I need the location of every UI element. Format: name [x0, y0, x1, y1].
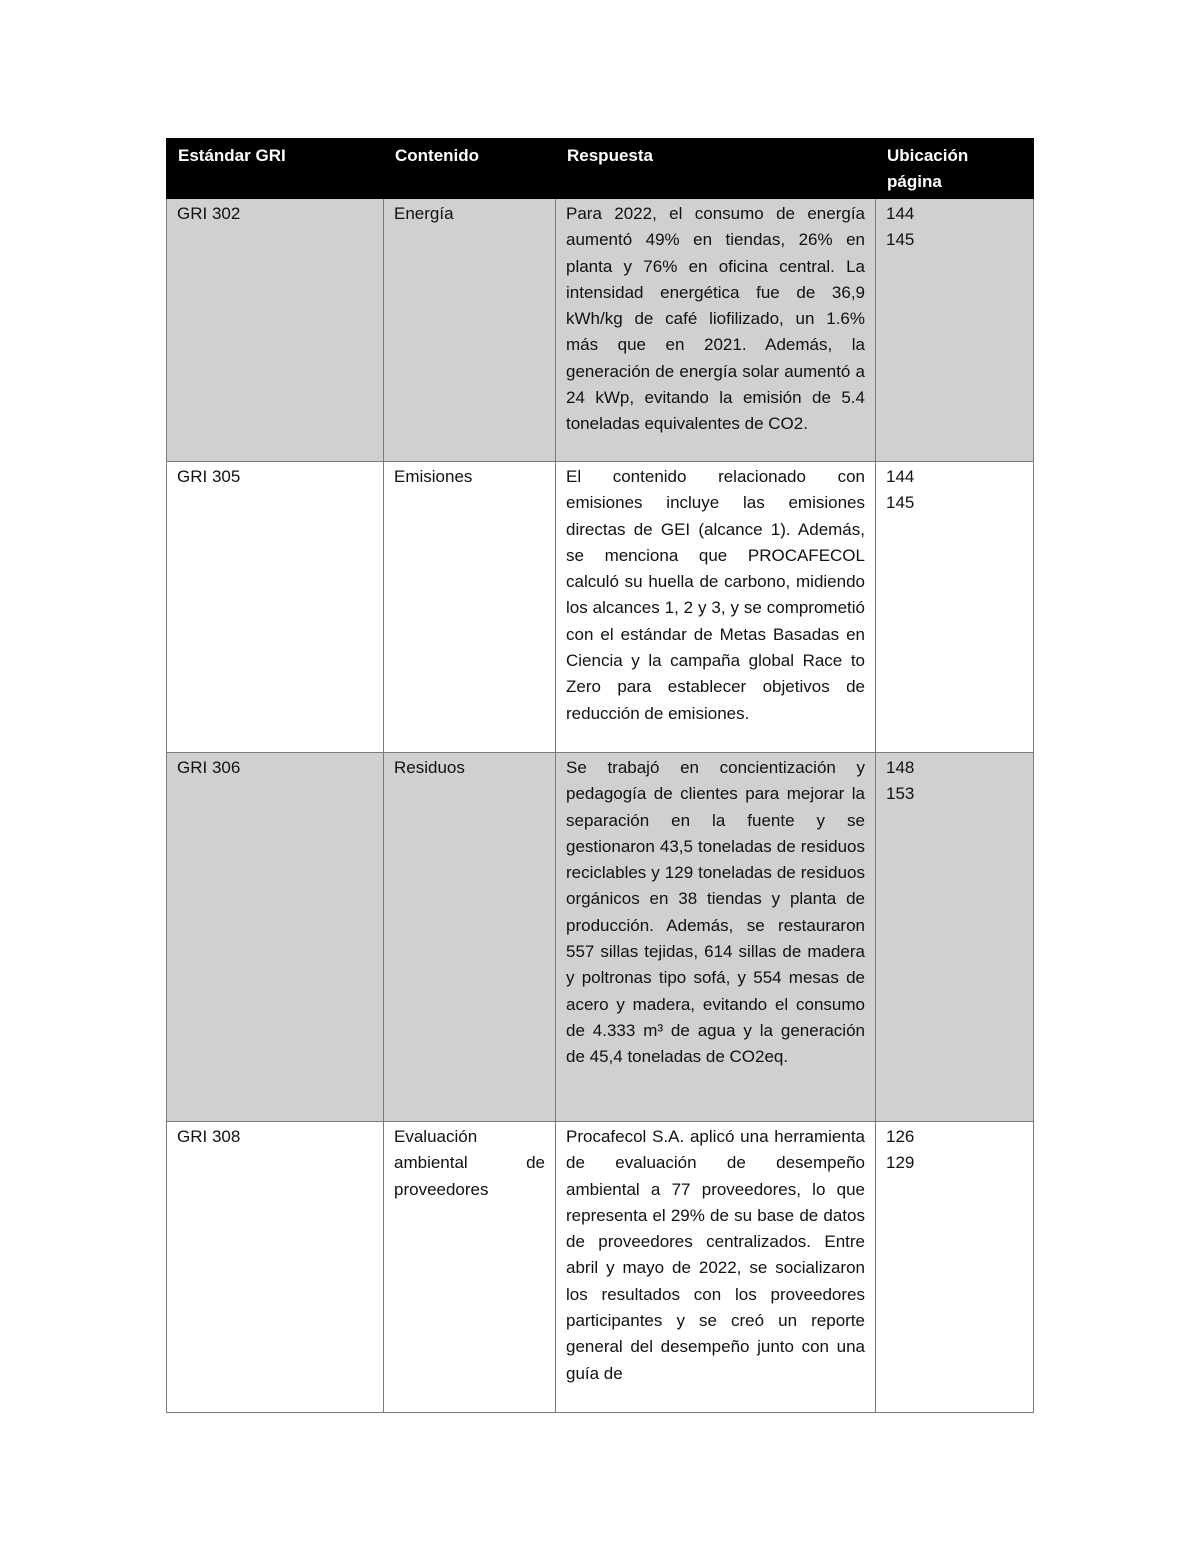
cell-standard: GRI 302 [167, 199, 384, 462]
cell-response: El contenido relacionado con emisiones incluye las emisiones directas de GEI (alcance 1). Además, se menciona que PROCAFECOL calculó su huella de carbono, midiendo los alcances 1, 2 y 3, y se comprometió con el estándar de Metas Basadas en Ciencia y la campaña global Race to Zero para establecer objetivos de reducción de emisiones. [556, 462, 876, 753]
cell-pages [876, 199, 1034, 462]
page-number: 145 [886, 493, 915, 513]
table-body [167, 199, 1034, 1413]
header-location: Ubicación página [876, 139, 1034, 199]
document-page [166, 138, 1033, 1413]
cell-content: Residuos [384, 753, 556, 1122]
header-response: Respuesta [556, 139, 876, 199]
cell-content: Emisiones [384, 462, 556, 753]
gri-index-table [166, 138, 1034, 1413]
page-number: 144 [886, 204, 915, 223]
header-content: Contenido [384, 139, 556, 199]
cell-response: Para 2022, el consumo de energía aumentó 49% en tiendas, 26% en planta y 76% en oficina central. La intensidad energética fue de 36,9 kWh/kg de café liofilizado, un 1.6% más que en 2021. Además, la generación de energía solar aumentó a 24 kWp, evitando la emisión de 5.4 toneladas equivalentes de CO2. [556, 199, 876, 462]
cell-standard: GRI 305 [167, 462, 384, 753]
table-header [167, 139, 1034, 199]
header-standard: Estándar GRI [167, 139, 384, 199]
page-number: 148 [886, 758, 915, 777]
cell-pages [876, 462, 1034, 753]
cell-standard: GRI 306 [167, 753, 384, 1122]
cell-pages [876, 753, 1034, 1122]
header-row [167, 139, 1034, 199]
page-number: 126 [886, 1127, 915, 1146]
cell-pages [876, 1122, 1034, 1413]
cell-content: Energía [384, 199, 556, 462]
cell-response: Procafecol S.A. aplicó una herramienta de evaluación de desempeño ambiental a 77 proveedores, lo que representa el 29% de su base de datos de proveedores centralizados. Entre abril y mayo de 2022, se socializaron los resultados con los proveedores participantes y se creó un reporte general del desempeño junto con una guía de [556, 1122, 876, 1413]
table-row [167, 1122, 1034, 1413]
page-number: 145 [886, 230, 915, 250]
table-row [167, 753, 1034, 1122]
cell-response: Se trabajó en concientización y pedagogía de clientes para mejorar la separación en la fuente y se gestionaron 43,5 toneladas de residuos reciclables y 129 toneladas de residuos orgánicos en 38 tiendas y planta de producción. Además, se restauraron 557 sillas tejidas, 614 sillas de madera y poltronas tipo sofá, y 554 mesas de acero y madera, evitando el consumo de 4.333 m³ de agua y la generación de 45,4 toneladas de CO2eq. [556, 753, 876, 1122]
table-row [167, 199, 1034, 462]
page-number: 153 [886, 784, 915, 804]
page-number: 129 [886, 1153, 915, 1173]
page-number: 144 [886, 467, 915, 486]
table-row [167, 462, 1034, 753]
cell-content: Evaluación ambiental de proveedores [384, 1122, 556, 1413]
cell-standard: GRI 308 [167, 1122, 384, 1413]
